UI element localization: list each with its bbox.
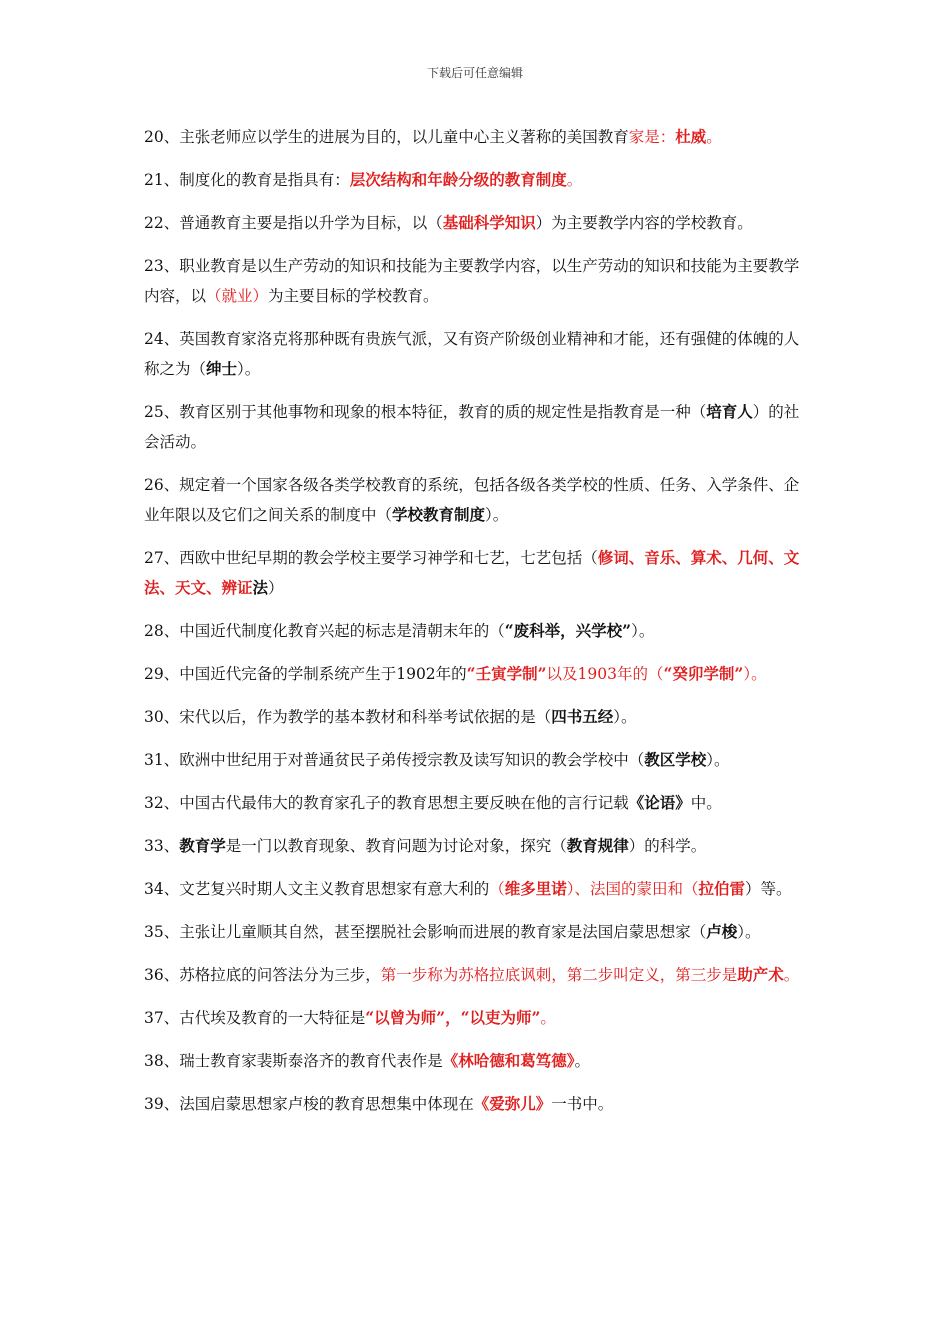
- question-item: [144, 616, 812, 646]
- item-text: 拉伯雷: [698, 879, 746, 898]
- item-text: 《论语》: [628, 793, 691, 812]
- item-text: “以曾为师”，“以吏为师”: [365, 1008, 541, 1027]
- question-item: [144, 960, 812, 990]
- item-text: 20、主张老师应以学生的进展为目的，以儿童中心主义著称的美国教育: [144, 128, 629, 146]
- item-text: 为主要目标的学校教育。: [268, 287, 439, 305]
- item-text: ）的科学。: [628, 837, 707, 855]
- question-item: [144, 788, 812, 818]
- item-text: ）。: [706, 751, 730, 769]
- item-text: 23、职业教育是以生产劳动的知识和技能为主要教学内容，以生产劳动的知识和技能为主要教学内容，以: [144, 257, 800, 305]
- item-text: ）。: [613, 708, 637, 726]
- item-text: 22、普通教育主要是指以升学为目标，以（: [144, 214, 443, 232]
- item-text: 25、教育区别于其他事物和现象的根本特征，教育的质的规定性是指教育是一种（: [144, 403, 707, 421]
- item-text: 杜威: [675, 127, 707, 146]
- item-text: 28、中国近代制度化教育兴起的标志是清朝末年的（: [144, 622, 505, 640]
- question-item: [144, 1046, 812, 1076]
- item-text: 26、规定着一个国家各级各类学校教育的系统，包括各级各类学校的性质、任务、入学条件、企业年限以及它们之间关系的制度中（: [144, 476, 800, 524]
- item-text: 以及1903年的（: [546, 665, 664, 683]
- question-item: [144, 324, 812, 384]
- item-text: （: [489, 880, 505, 898]
- item-text: 教区学校: [644, 750, 707, 769]
- item-text: 学校教育制度: [392, 505, 486, 524]
- question-list: [144, 122, 812, 1132]
- question-item: [144, 917, 812, 947]
- item-text: 27、西欧中世纪早期的教会学校主要学习神学和七艺，七艺包括（: [144, 549, 598, 567]
- item-text: 34、文艺复兴时期人文主义教育思想家有意大利的: [144, 880, 490, 898]
- question-item: [144, 165, 812, 195]
- item-text: 层次结构和年龄分级的教育制度: [349, 170, 567, 189]
- item-text: 助产术: [737, 965, 784, 984]
- item-text: 33、: [144, 837, 180, 855]
- item-text: 。: [540, 1009, 556, 1027]
- question-item: [144, 251, 812, 311]
- item-text: 31、欧洲中世纪用于对普通贫民子弟传授宗教及读写知识的教会学校中（: [144, 751, 645, 769]
- item-text: ）。: [485, 506, 509, 524]
- item-text: ）。: [737, 923, 761, 941]
- item-text: ）的社会活动。: [144, 403, 800, 451]
- item-text: 教育学: [179, 836, 226, 855]
- item-text: 39、法国启蒙思想家卢梭的教育思想集中体现在: [144, 1095, 474, 1113]
- item-text: ）为主要教学内容的学校教育。: [535, 214, 753, 232]
- item-text: 《林哈德和葛笃德》: [442, 1051, 575, 1070]
- item-text: 35、主张让儿童顺其自然，甚至摆脱社会影响而进展的教育家是法国启蒙思想家（: [144, 923, 707, 941]
- question-item: [144, 543, 812, 603]
- question-item: [144, 745, 812, 775]
- item-text: 一书中。: [551, 1095, 614, 1113]
- item-text: “壬寅学制”: [466, 664, 547, 683]
- item-text: 修词、音乐、算术、几何、文法、天文、辨证: [144, 548, 800, 597]
- item-text: 四书五经: [551, 707, 614, 726]
- item-text: （就业）: [206, 287, 269, 305]
- page-header: 下载后可任意编辑: [426, 66, 523, 80]
- item-text: 。: [783, 966, 800, 984]
- question-item: [144, 470, 812, 530]
- item-text: 32、中国古代最伟大的教育家孔子的教育思想主要反映在他的言行记载: [144, 794, 629, 812]
- item-text: 家是：: [628, 128, 676, 146]
- item-text: 法: [252, 578, 269, 597]
- question-item: [144, 831, 812, 861]
- item-text: 绅士: [206, 359, 238, 378]
- item-text: ）。: [631, 622, 655, 640]
- item-text: 36、苏格拉底的问答法分为三步，: [144, 966, 381, 984]
- item-text: 29、中国近代完备的学制系统产生于1902年的: [144, 665, 467, 683]
- item-text: 38、瑞士教育家裴斯泰洛齐的教育代表作是: [144, 1052, 443, 1070]
- item-text: 30、宋代以后，作为教学的基本教材和科举考试依据的是（: [144, 708, 552, 726]
- question-item: [144, 659, 812, 689]
- item-text: ）。: [743, 665, 767, 683]
- question-item: [144, 397, 812, 457]
- item-text: 。: [574, 1052, 591, 1070]
- question-item: [144, 1003, 812, 1033]
- item-text: ）。: [237, 360, 261, 378]
- item-text: “癸卯学制”: [663, 664, 744, 683]
- item-text: 《爱弥儿》: [473, 1094, 552, 1113]
- item-text: 卢梭: [706, 922, 738, 941]
- item-text: 培育人: [706, 402, 753, 421]
- item-text: 37、古代埃及教育的一大特征是: [144, 1009, 366, 1027]
- item-text: 21、制度化的教育是指具有：: [144, 171, 350, 189]
- question-item: [144, 702, 812, 732]
- question-item: [144, 122, 812, 152]
- item-text: 第一步称为苏格拉底讽刺，第二步叫定义，第三步是: [380, 966, 738, 984]
- item-text: ）: [268, 579, 284, 597]
- item-text: ）、法国的蒙田和（: [566, 880, 699, 898]
- item-text: 。: [566, 171, 583, 189]
- question-item: [144, 208, 812, 238]
- item-text: 24、英国教育家洛克将那种既有贵族气派，又有资产阶级创业精神和才能，还有强健的体魄的人称之为（: [144, 330, 800, 378]
- item-text: 是一门以教育现象、教育问题为讨论对象，探究（: [225, 837, 567, 855]
- item-text: 。: [706, 128, 722, 146]
- question-item: [144, 1089, 812, 1119]
- item-text: “废科举，兴学校”: [504, 621, 632, 640]
- question-item: [144, 874, 812, 904]
- item-text: 基础科学知识: [442, 213, 536, 232]
- item-text: ）等。: [745, 880, 792, 898]
- item-text: 教育规律: [566, 836, 629, 855]
- item-text: 维多里诺: [504, 879, 567, 898]
- item-text: 中。: [690, 794, 722, 812]
